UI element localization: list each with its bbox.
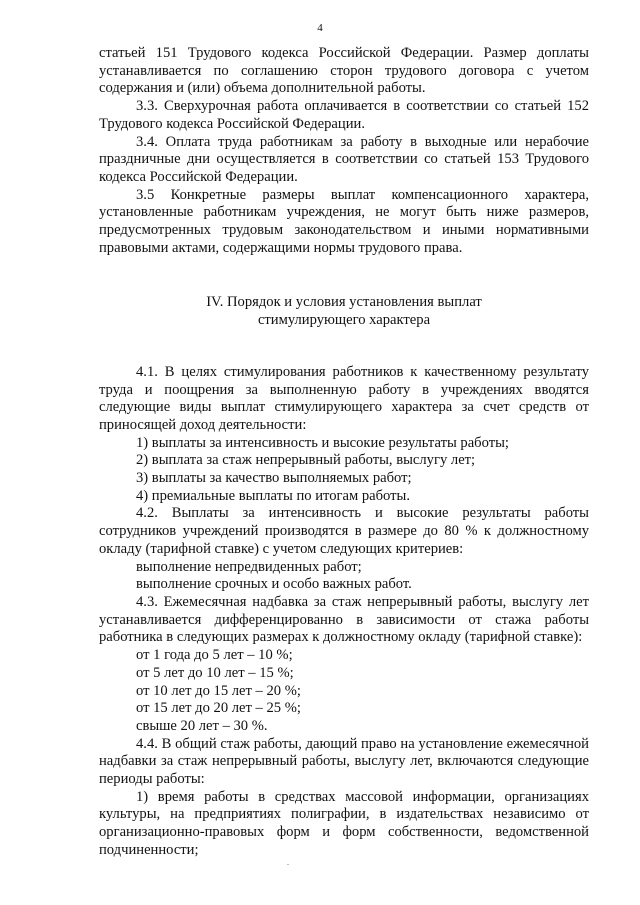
paragraph-4-2: 4.2. Выплаты за интенсивность и высокие результаты работы сотрудников учреждений производятся в размере до 80 % к должностному окладу (тарифной ставке) с учетом следующих критериев:	[99, 505, 589, 557]
paragraph-3-3: 3.3. Сверхурочная работа оплачивается в соответствии со статьей 152 Трудового кодекса Российской Федерации.	[99, 98, 589, 132]
section-spacer-bottom	[99, 330, 589, 364]
paragraph-4-1: 4.1. В целях стимулирования работников к качественному результату труда и поощрения за выполненную работу в учреждениях вводятся следующие виды выплат стимулирующего характера за счет средств от приносящей доход деятельности:	[99, 363, 589, 433]
paragraph-3-5: 3.5 Конкретные размеры выплат компенсационного характера, установленные работникам учреждения, не могут быть ниже размеров, предусмотренных трудовым законодательством и иными нормативными правовыми актами, содержащими нормы трудового права.	[99, 186, 589, 256]
section-heading-line-1: IV. Порядок и условия установления выплат	[206, 294, 482, 311]
paragraph-4-3: 4.3. Ежемесячная надбавка за стаж непрерывный работы, выслугу лет устанавливается дифференцированно в зависимости от стажа работы работника в следующих размерах к должностному окладу (тарифной ставке):	[99, 593, 589, 646]
section-heading-line-2: стимулирующего характера	[257, 312, 431, 329]
paragraph-4-4: 4.4. В общий стаж работы, дающий право на установление ежемесячной надбавки за стаж непрерывный работы, выслугу лет, включаются следующие периоды работы:	[99, 735, 589, 788]
list-item: 1) выплаты за интенсивность и высокие результаты работы;	[136, 434, 509, 451]
list-item: от 15 лет до 20 лет – 25 %;	[136, 700, 301, 717]
scan-speck	[287, 864, 289, 865]
list-item: выполнение непредвиденных работ;	[136, 558, 362, 575]
paragraph-4-4-item-1: 1) время работы в средствах массовой информации, организациях культуры, на предприятиях полиграфии, в издательствах независимо от организационно-правовых форм и форм собственности, ведомственной подчиненности;	[99, 788, 589, 858]
document-body	[99, 45, 589, 860]
list-item: свыше 20 лет – 30 %.	[136, 717, 268, 734]
list-item: выполнение срочных и особо важных работ.	[136, 576, 412, 593]
page-number: 4	[317, 22, 323, 34]
list-item: 3) выплаты за качество выполняемых работ;	[136, 470, 412, 487]
list-item: от 5 лет до 10 лет – 15 %;	[136, 664, 294, 681]
list-item: от 1 года до 5 лет – 10 %;	[136, 647, 293, 664]
paragraph-3-4: 3.4. Оплата труда работникам за работу в выходные или нерабочие праздничные дни осуществляется в соответствии со статьей 153 Трудового кодекса Российской Федерации.	[99, 133, 589, 185]
list-item: 2) выплата за стаж непрерывный работы, выслугу лет;	[136, 452, 476, 469]
section-spacer-top	[99, 257, 589, 294]
list-item: от 10 лет до 15 лет – 20 %;	[136, 682, 301, 699]
paragraph-3-2-continuation: статьей 151 Трудового кодекса Российской Федерации. Размер доплаты устанавливается по соглашению сторон трудового договора с учетом содержания и (или) объема дополнительной работы.	[99, 45, 589, 97]
list-item: 4) премиальные выплаты по итогам работы.	[136, 487, 410, 504]
